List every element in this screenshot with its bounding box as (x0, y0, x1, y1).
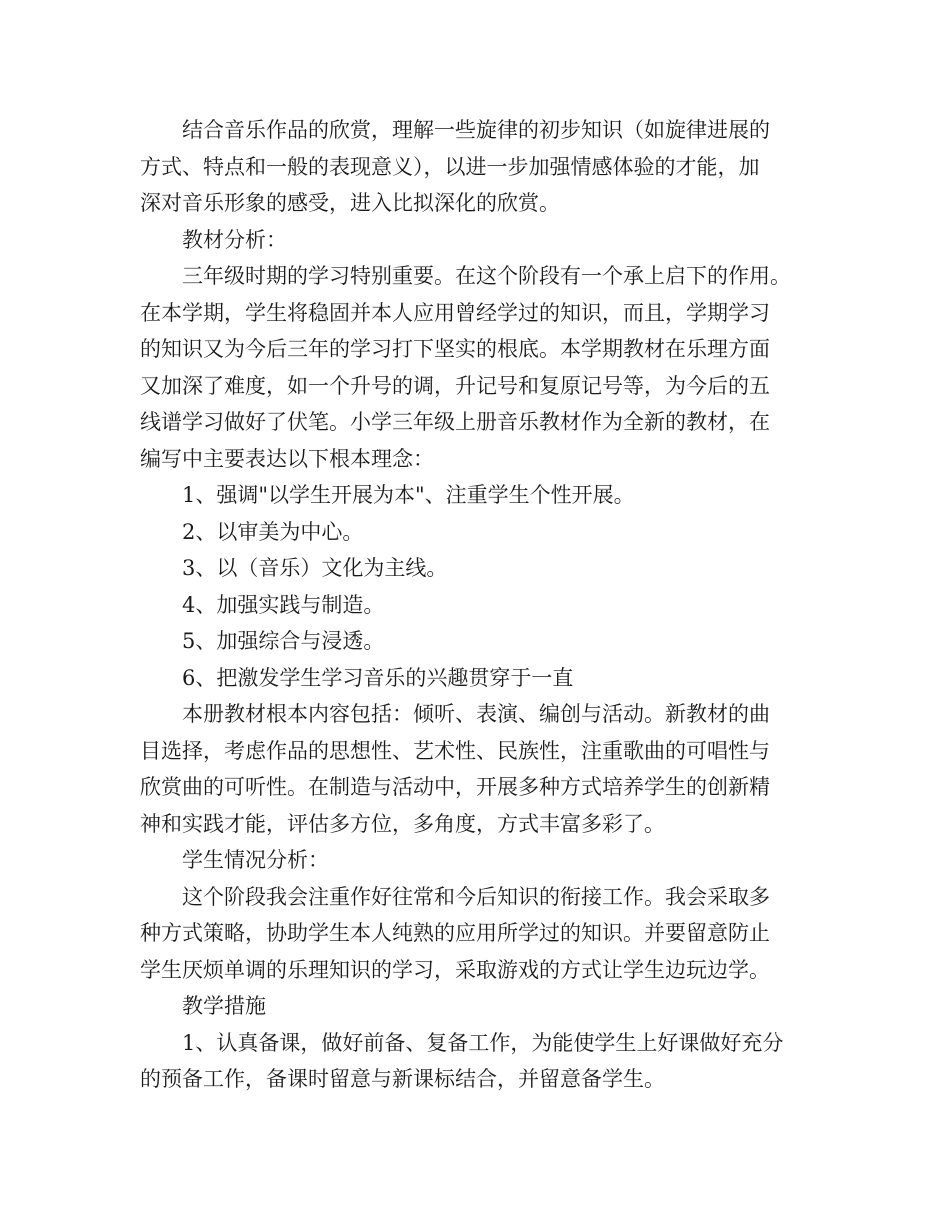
text-line: 编写中主要表达以下根本理念： (140, 446, 434, 471)
text-line: 5、加强综合与浸透。 (182, 629, 385, 653)
paragraph (140, 112, 820, 222)
section-heading (140, 988, 820, 1025)
text-line: 深对音乐形象的感受，进入比拟深化的欣赏。 (140, 191, 560, 215)
text-line: 的知识又为今后三年的学习打下坚实的根底。本学期教材在乐理方面 (140, 337, 770, 361)
text-line: 神和实践才能，评估多方位，多角度，方式丰富多彩了。 (140, 811, 665, 836)
section-heading (140, 222, 820, 259)
document-body (140, 112, 820, 1098)
text-line: 结合音乐作品的欣赏，理解一些旋律的初步知识（如旋律进展的 (182, 118, 770, 142)
list-item (140, 550, 820, 587)
text-line: 方式、特点和一般的表现意义），以进一步加强情感体验的才能，加 (140, 154, 760, 179)
text-line: 三年级时期的学习特别重要。在这个阶段有一个承上启下的作用。 (182, 264, 791, 288)
text-line: 线谱学习做好了伏笔。小学三年级上册音乐教材作为全新的教材，在 (140, 410, 770, 434)
list-item (140, 660, 820, 697)
text-line: 又加深了难度，如一个升号的调，升记号和复原记号等，为今后的五 (140, 373, 770, 398)
text-line: 4、加强实践与制造。 (182, 592, 385, 617)
text-line: 1、强调"以学生开展为本"、注重学生个性开展。 (182, 483, 635, 507)
paragraph (140, 1025, 820, 1098)
text-line: 学生情况分析： (182, 848, 329, 872)
text-line: 在本学期，学生将稳固并本人应用曾经学过的知识，而且，学期学习 (140, 300, 770, 325)
paragraph (140, 696, 820, 842)
list-item (140, 514, 820, 551)
text-line: 1、认真备课，做好前备、复备工作，为能使学生上好课做好充分 (182, 1030, 784, 1055)
text-line: 种方式策略，协助学生本人纯熟的应用所学过的知识。并要留意防止 (140, 921, 770, 945)
text-line: 这个阶段我会注重作好往常和今后知识的衔接工作。我会采取多 (182, 884, 770, 909)
text-line: 的预备工作，备课时留意与新课标结合，并留意备学生。 (140, 1067, 665, 1091)
paragraph (140, 258, 820, 477)
list-item (140, 477, 820, 514)
section-heading (140, 842, 820, 879)
text-line: 2、以审美为中心。 (182, 519, 364, 544)
text-line: 教材分析： (182, 227, 287, 252)
paragraph (140, 879, 820, 989)
text-line: 学生厌烦单调的乐理知识的学习，采取游戏的方式让学生边玩边学。 (140, 957, 770, 982)
text-line: 3、以（音乐）文化为主线。 (182, 556, 448, 580)
text-line: 目选择，考虑作品的思想性、艺术性、民族性，注重歌曲的可唱性与 (140, 738, 770, 763)
list-item (140, 623, 820, 660)
list-item (140, 587, 820, 624)
text-line: 教学措施 (182, 994, 266, 1018)
text-line: 欣赏曲的可听性。在制造与活动中，开展多种方式培养学生的创新精 (140, 775, 770, 799)
text-line: 6、把激发学生学习音乐的兴趣贯穿于一直 (182, 665, 574, 690)
text-line: 本册教材根本内容包括：倾听、表演、编创与活动。新教材的曲 (182, 702, 770, 726)
